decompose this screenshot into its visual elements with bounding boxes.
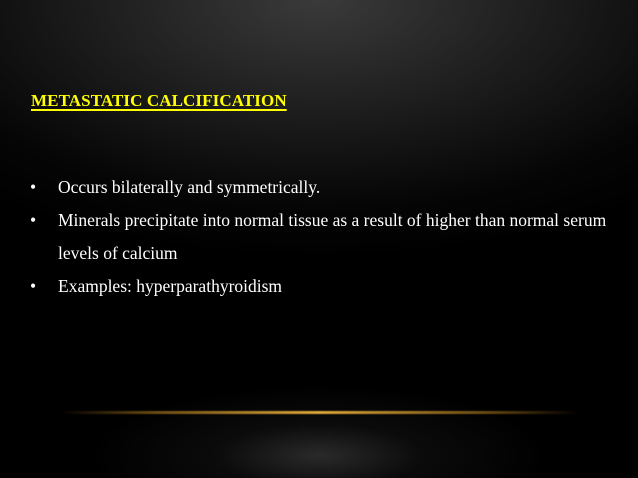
slide-title: METASTATIC CALCIFICATION	[31, 91, 287, 110]
bullet-icon: •	[30, 177, 37, 197]
bullet-list	[30, 171, 620, 303]
bullet-item	[30, 171, 620, 204]
accent-divider-line	[60, 411, 578, 414]
bottom-glow	[0, 330, 638, 478]
bullet-text: Examples: hyperparathyroidism	[58, 276, 283, 296]
bullet-item	[30, 270, 620, 303]
bullet-text: Minerals precipitate into normal tissue as a result of higher than normal serum levels of calcium	[58, 210, 607, 263]
bullet-icon: •	[30, 276, 37, 296]
bullet-icon: •	[30, 210, 37, 230]
bullet-text: Occurs bilaterally and symmetrically.	[58, 177, 321, 197]
bullet-item	[30, 204, 620, 270]
